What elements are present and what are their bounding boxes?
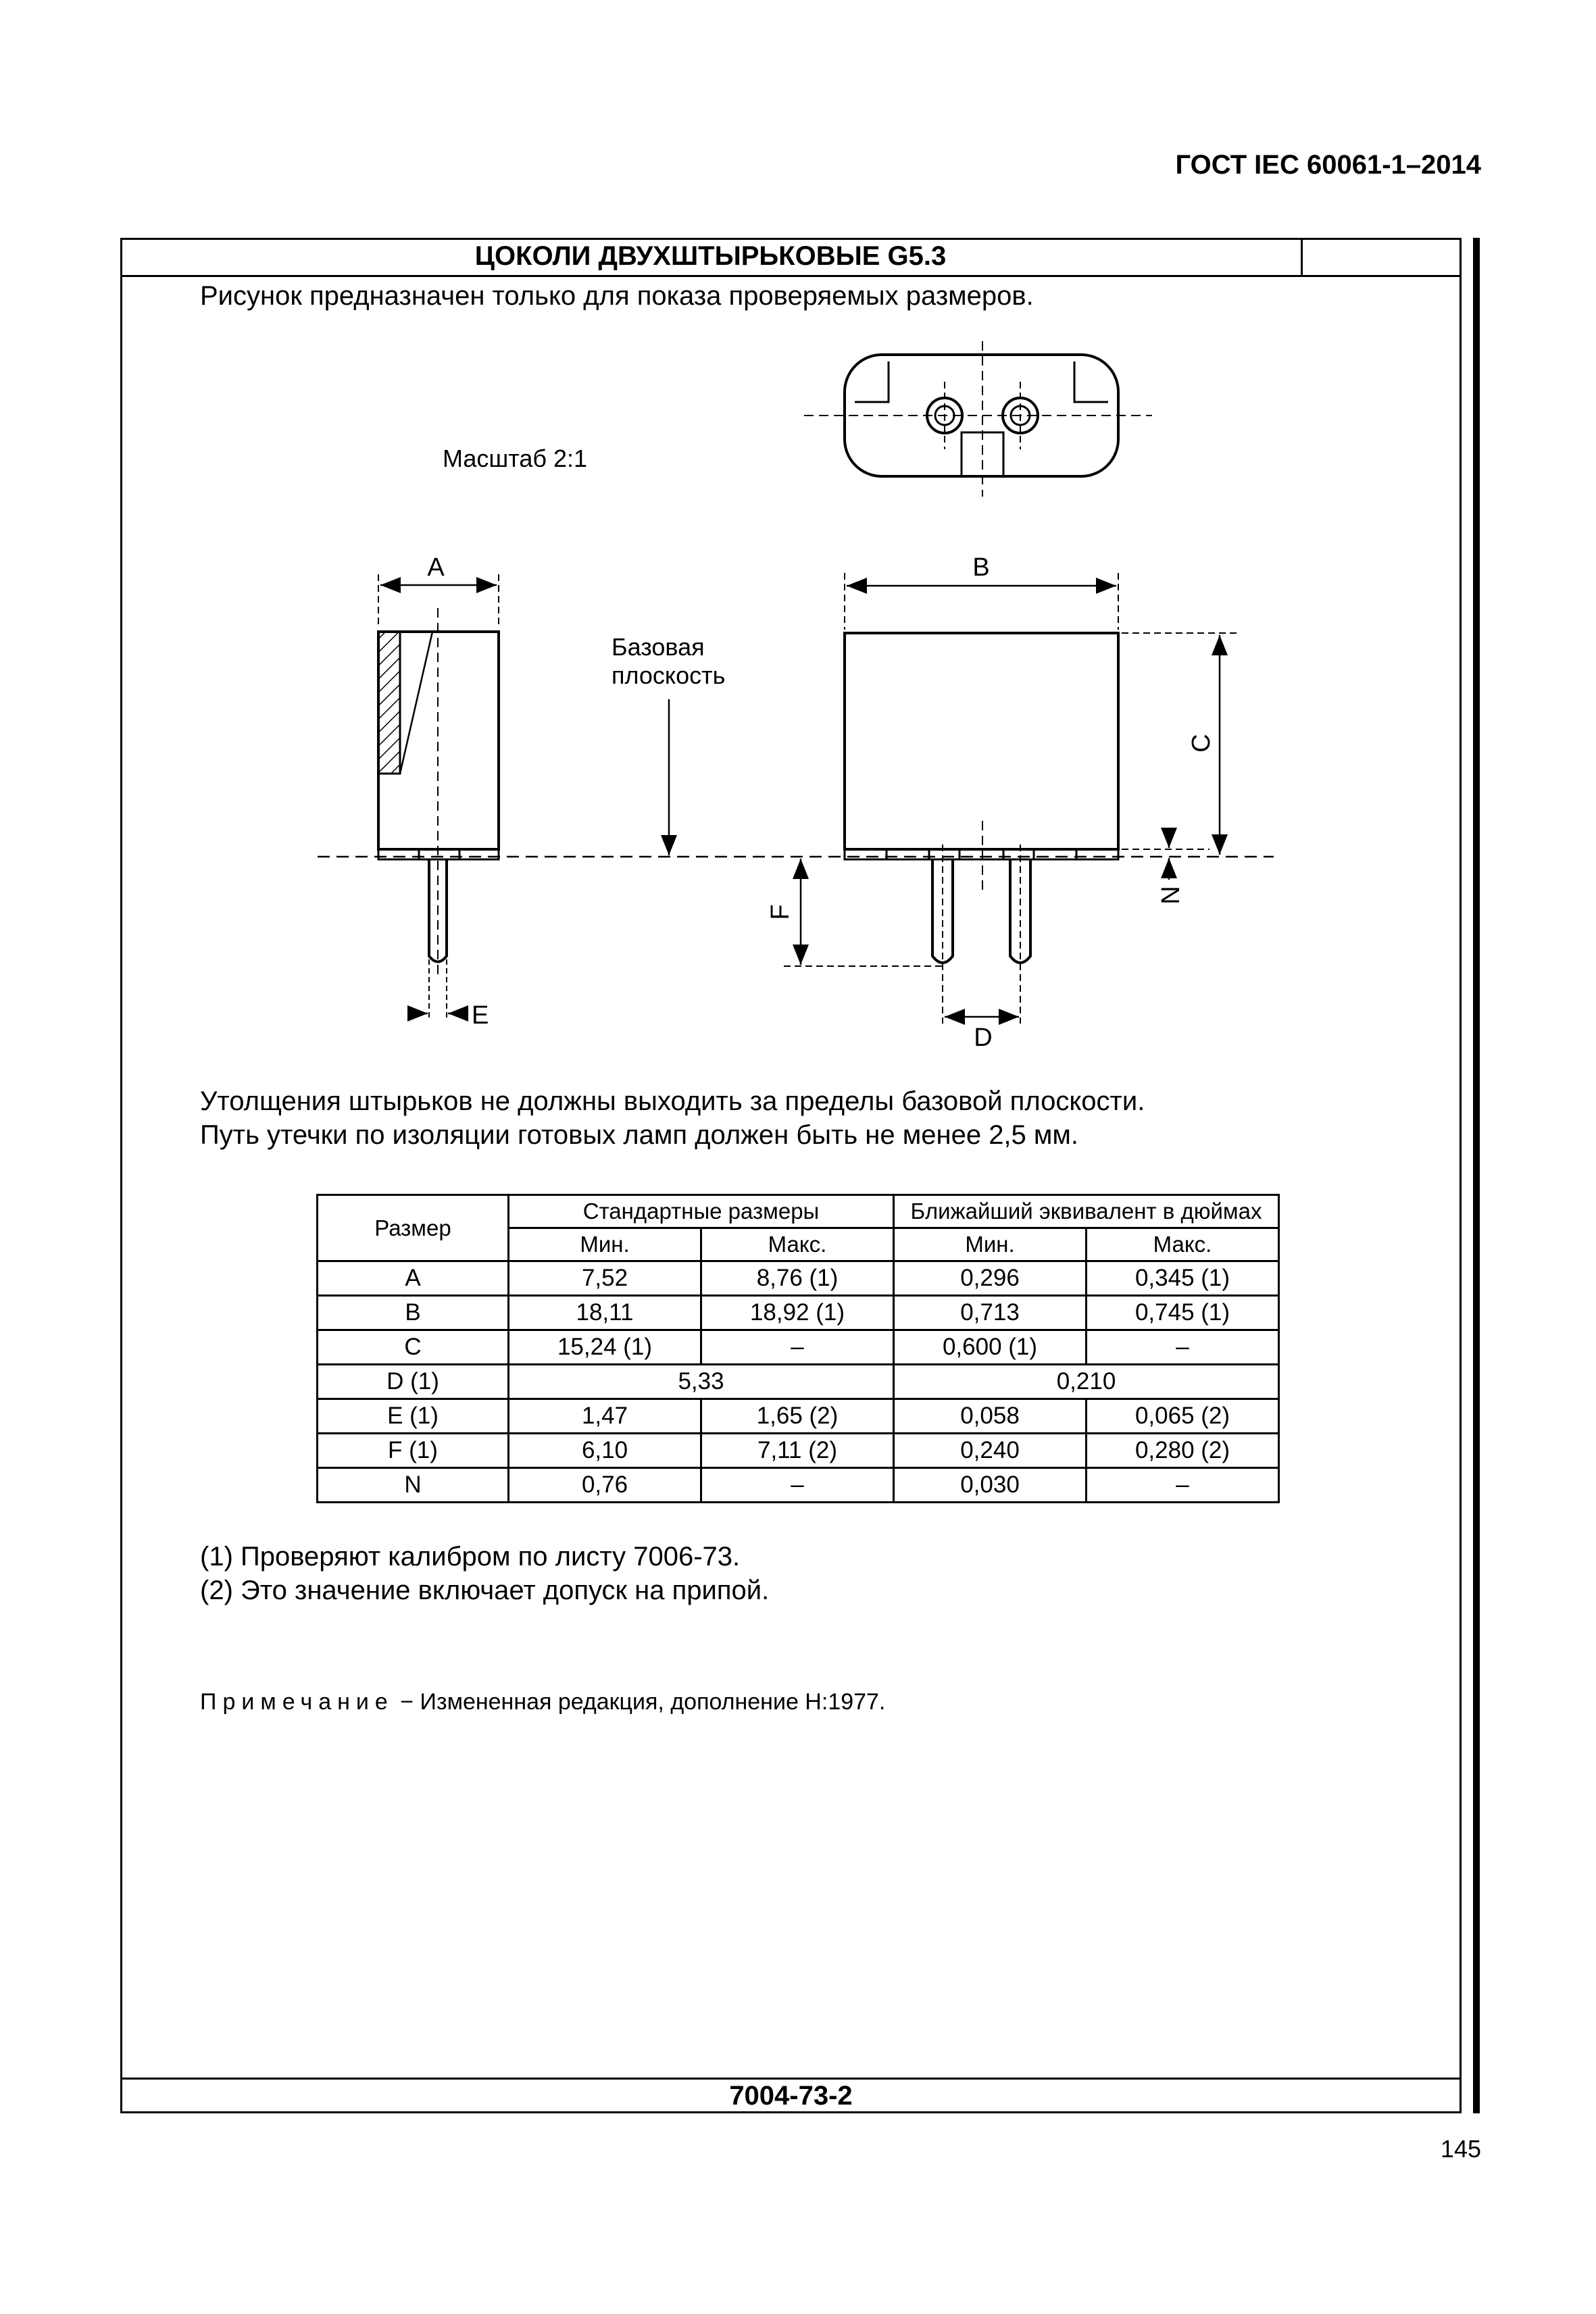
col-header-std-max: Макс.	[701, 1228, 894, 1261]
dim-label-b: B	[972, 553, 990, 582]
cell-max: 18,92 (1)	[701, 1296, 894, 1330]
intro-text: Рисунок предназначен только для показа проверяемых размеров.	[200, 281, 1034, 311]
cell-max: 7,11 (2)	[701, 1434, 894, 1468]
footnote-1: (1) Проверяют калибром по листу 7006-73.	[200, 1542, 741, 1571]
cell-in-max: 0,345 (1)	[1087, 1261, 1279, 1296]
table-row	[318, 1399, 1279, 1434]
remark-text: − Измененная редакция, дополнение H:1977.	[393, 1689, 886, 1715]
footnote-2: (2) Это значение включает допуск на припой.	[200, 1576, 770, 1605]
cell-dim: B	[318, 1296, 509, 1330]
cell-max: 1,65 (2)	[701, 1399, 894, 1434]
cell-in-max: 0,745 (1)	[1087, 1296, 1279, 1330]
cell-max: –	[701, 1468, 894, 1503]
table-row	[318, 1468, 1279, 1503]
dim-label-c: C	[1187, 734, 1216, 753]
sheet-number-divider	[120, 2078, 1462, 2080]
cell-in-max: 0,280 (2)	[1087, 1434, 1279, 1468]
cell-in-min: 0,713	[894, 1296, 1087, 1330]
col-header-inch-max: Макс.	[1087, 1228, 1279, 1261]
cell-in-min: 0,600 (1)	[894, 1330, 1087, 1365]
cell-in-min: 0,058	[894, 1399, 1087, 1434]
cell-in-max: 0,065 (2)	[1087, 1399, 1279, 1434]
front-view	[784, 573, 1237, 1024]
sheet-number: 7004-73-2	[729, 2081, 853, 2111]
cell-min: 6,10	[509, 1434, 701, 1468]
dimension-table	[316, 1194, 1280, 1503]
standard-code: ГОСТ IEC 60061-1–2014	[1175, 150, 1481, 180]
col-header-dim: Размер	[318, 1195, 509, 1261]
sheet-title: ЦОКОЛИ ДВУХШТЫРЬКОВЫЕ G5.3	[120, 238, 1303, 275]
note-line-1: Утолщения штырьков не должны выходить за пределы базовой плоскости.	[200, 1086, 1145, 1116]
table-row	[318, 1434, 1279, 1468]
cell-min: 1,47	[509, 1399, 701, 1434]
cell-min: 7,52	[509, 1261, 701, 1296]
cell-in-min: 0,296	[894, 1261, 1087, 1296]
note-line-2: Путь утечки по изоляции готовых ламп должен быть не менее 2,5 мм.	[200, 1120, 1079, 1150]
dim-label-n: N	[1157, 886, 1185, 905]
remark	[200, 1689, 885, 1715]
sheet-title-row	[120, 238, 1462, 277]
scale-label: Масштаб 2:1	[443, 445, 588, 472]
ref-plane-label-1: Базовая	[612, 633, 705, 661]
col-group-std: Стандартные размеры	[509, 1195, 894, 1228]
dim-label-a: A	[427, 553, 445, 582]
table-row	[318, 1296, 1279, 1330]
col-group-inch: Ближайший эквивалент в дюймах	[894, 1195, 1279, 1228]
cell-dim: E (1)	[318, 1399, 509, 1434]
remark-word: Примечание	[200, 1689, 394, 1715]
page-number: 145	[1440, 2135, 1481, 2163]
cell-max: –	[701, 1330, 894, 1365]
cell-max: 8,76 (1)	[701, 1261, 894, 1296]
col-header-std-min: Мин.	[509, 1228, 701, 1261]
sheet-side-bar	[1473, 238, 1480, 2113]
dim-label-d: D	[974, 1024, 993, 1052]
top-view	[804, 341, 1152, 497]
cell-in-min: 0,030	[894, 1468, 1087, 1503]
table-row	[318, 1365, 1279, 1399]
col-header-inch-min: Мин.	[894, 1228, 1087, 1261]
cell-dim: C	[318, 1330, 509, 1365]
dim-label-f: F	[766, 904, 795, 920]
cell-in-max: –	[1087, 1468, 1279, 1503]
cell-dim: D (1)	[318, 1365, 509, 1399]
table-row	[318, 1330, 1279, 1365]
cell-dim: A	[318, 1261, 509, 1296]
cell-min: 18,11	[509, 1296, 701, 1330]
dim-label-e: E	[472, 1001, 489, 1030]
cell-dim: F (1)	[318, 1434, 509, 1468]
cell-dim: N	[318, 1468, 509, 1503]
cap-drawing	[120, 318, 1462, 1081]
ref-plane-label-2: плоскость	[612, 661, 726, 689]
cell-min: 15,24 (1)	[509, 1330, 701, 1365]
table-row	[318, 1261, 1279, 1296]
side-view	[378, 574, 499, 1020]
cell-in-min: 0,240	[894, 1434, 1087, 1468]
cell-in-max: –	[1087, 1330, 1279, 1365]
cell-min: 0,76	[509, 1468, 701, 1503]
cell-std-merged: 5,33	[509, 1365, 894, 1399]
cell-inch-merged: 0,210	[894, 1365, 1279, 1399]
